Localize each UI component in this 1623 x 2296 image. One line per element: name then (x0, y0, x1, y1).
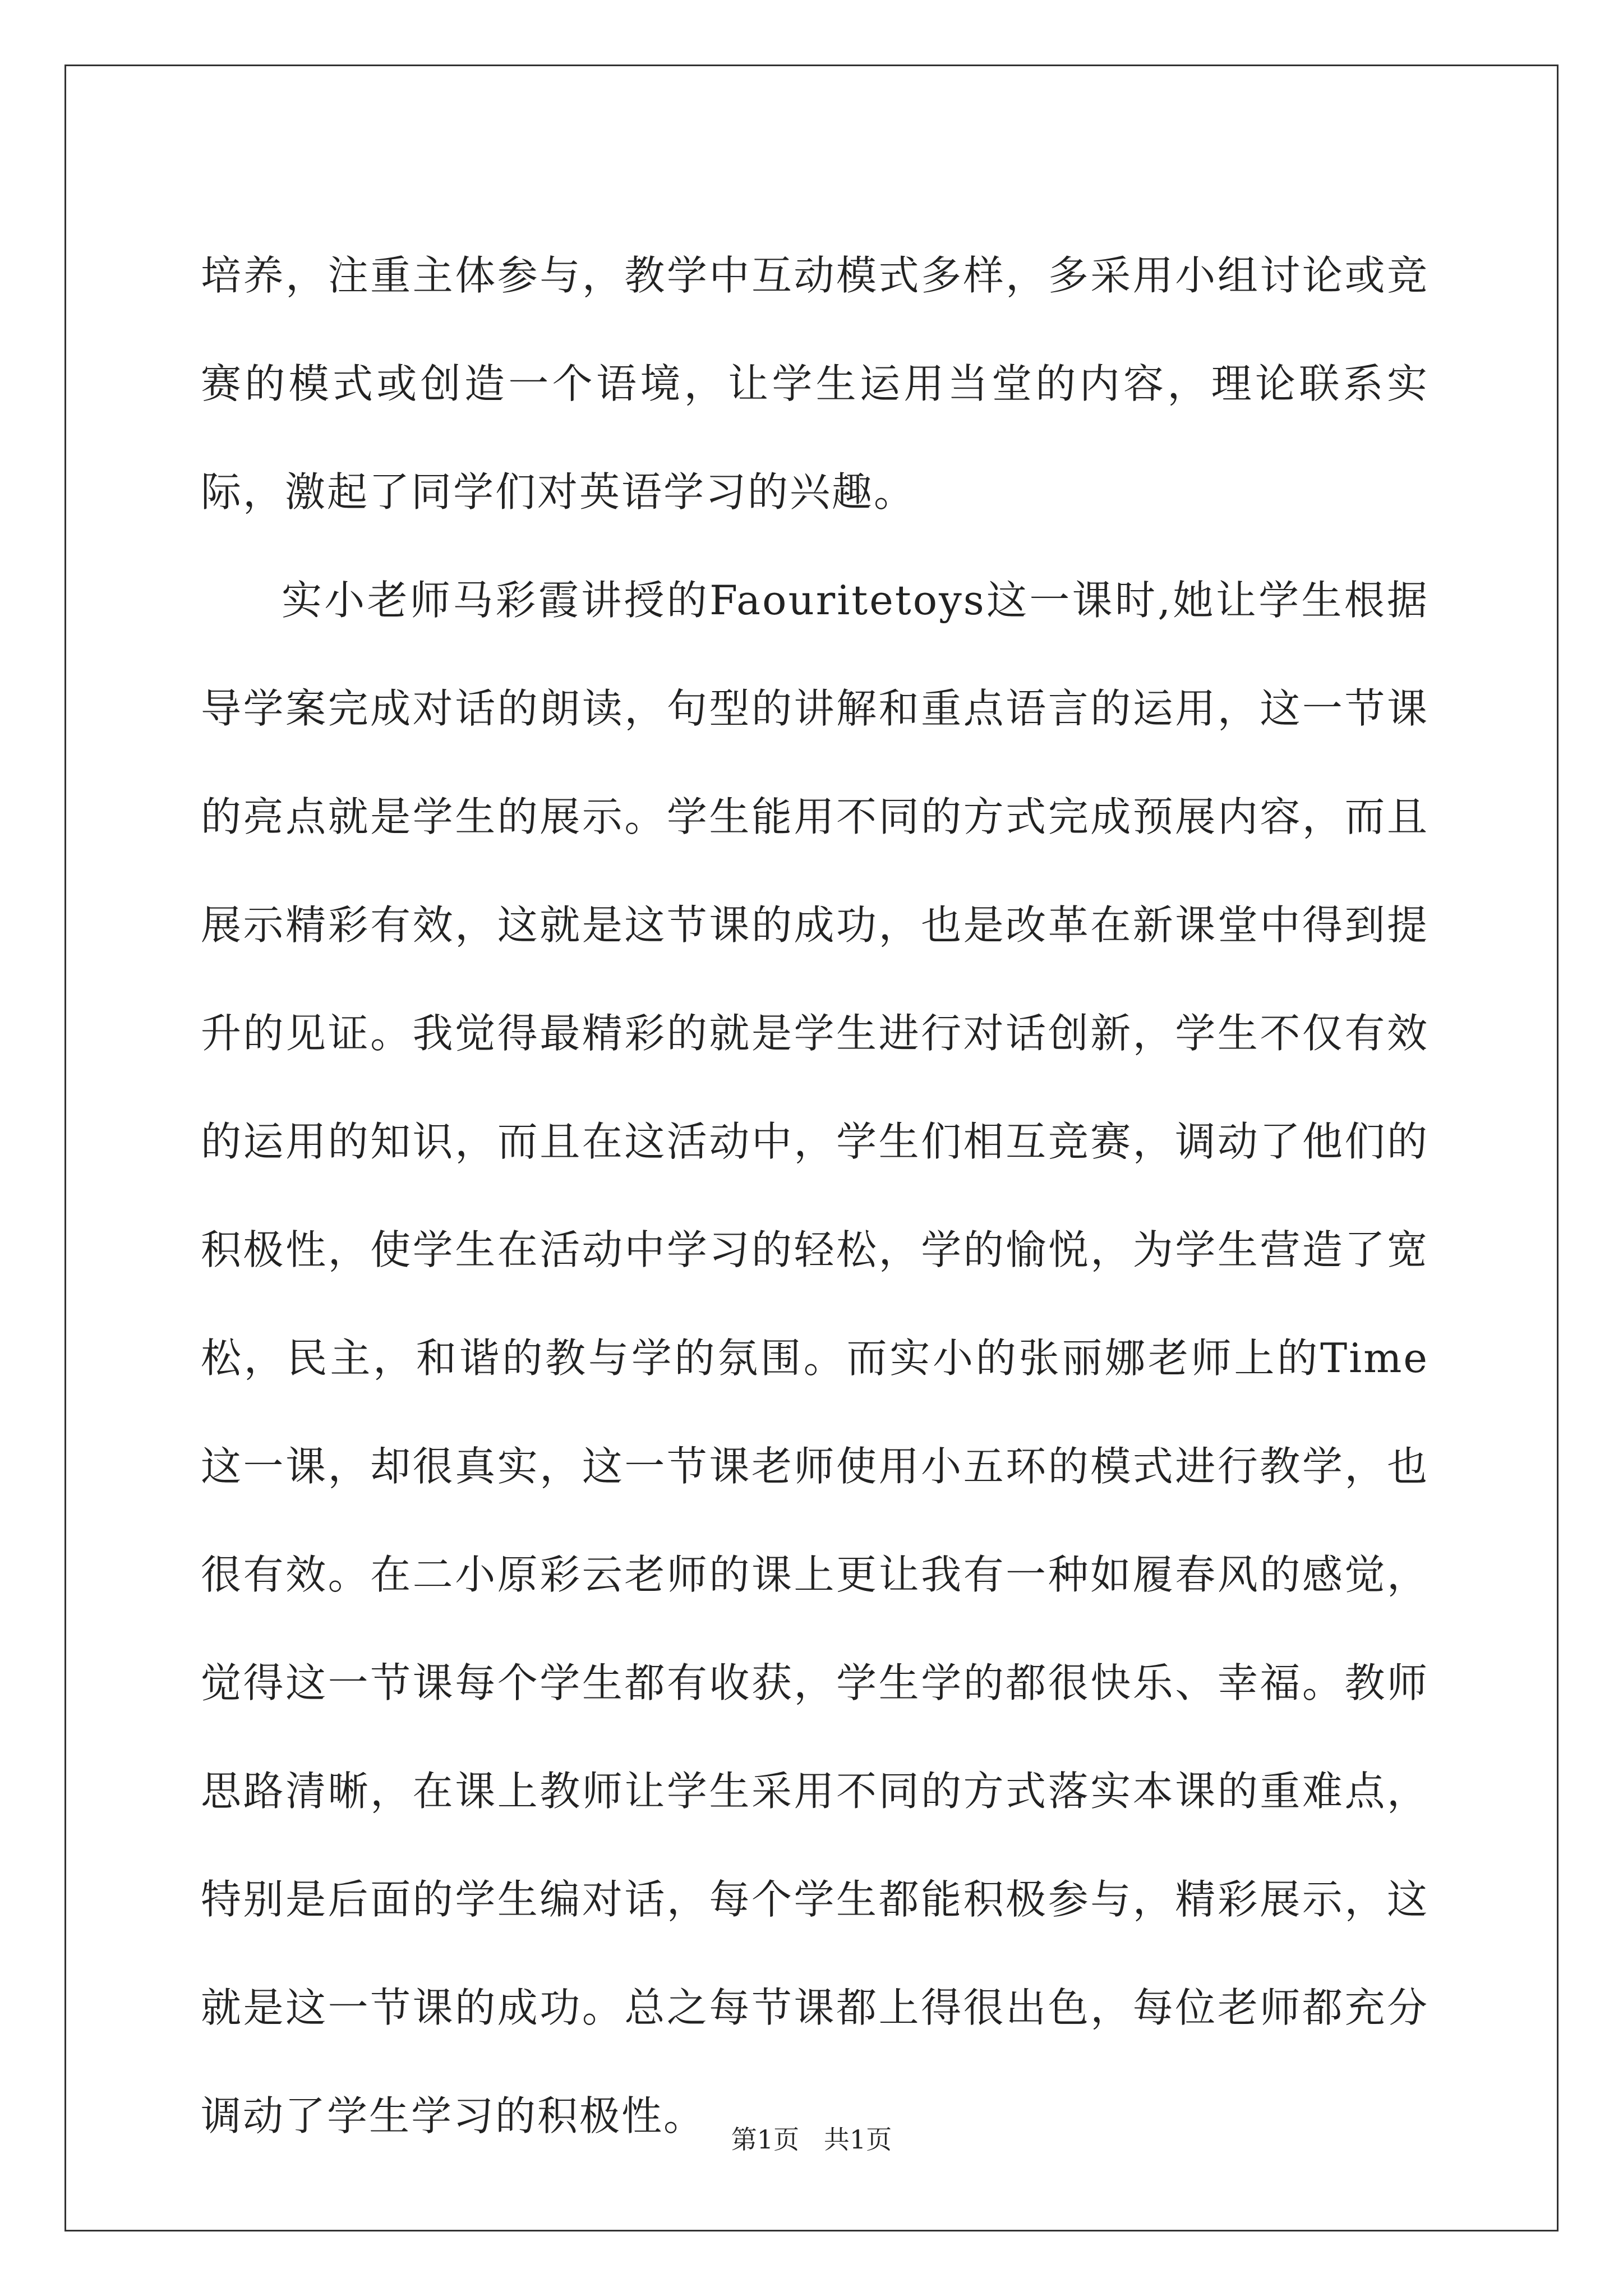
page-number-footer: 第1页 共1页 (731, 2124, 892, 2155)
document-body (201, 222, 1429, 2170)
paragraph-1: 培养，注重主体参与，教学中互动模式多样，多采用小组讨论或竞赛的模式或创造一个语境，让学生运用当堂的内容，理论联系实际，激起了同学们对英语学习的兴趣。 (201, 252, 1429, 516)
paragraph-2: 实小老师马彩霞讲授的Faouritetoys这一课时,她让学生根据导学案完成对话的朗读，句型的讲解和重点语言的运用，这一节课的亮点就是学生的展示。学生能用不同的方式完成预展内容，而且展示精彩有效，这就是这节课的成功，也是改革在新课堂中得到提升的见证。我觉得最精彩的就是学生进行对话创新，学生不仅有效的运用的知识，而且在这活动中，学生们相互竞赛，调动了他们的积极性，使学生在活动中学习的轻松，学的愉悦，为学生营造了宽松，民主，和谐的教与学的氛围。而实小的张丽娜老师上的Time这一课，却很真实，这一节课老师使用小五环的模式进行教学，也很有效。在二小原彩云老师的课上更让我有一种如履春风的感觉，觉得这一节课每个学生都有收获，学生学的都很快乐、幸福。教师思路清晰，在课上教师让学生采用不同的方式落实本课的重难点，特别是后面的学生编对话，每个学生都能积极参与，精彩展示，这就是这一节课的成功。总之每节课都上得很出色，每位老师都充分调动了学生学习的积极性。 (201, 577, 1429, 2139)
